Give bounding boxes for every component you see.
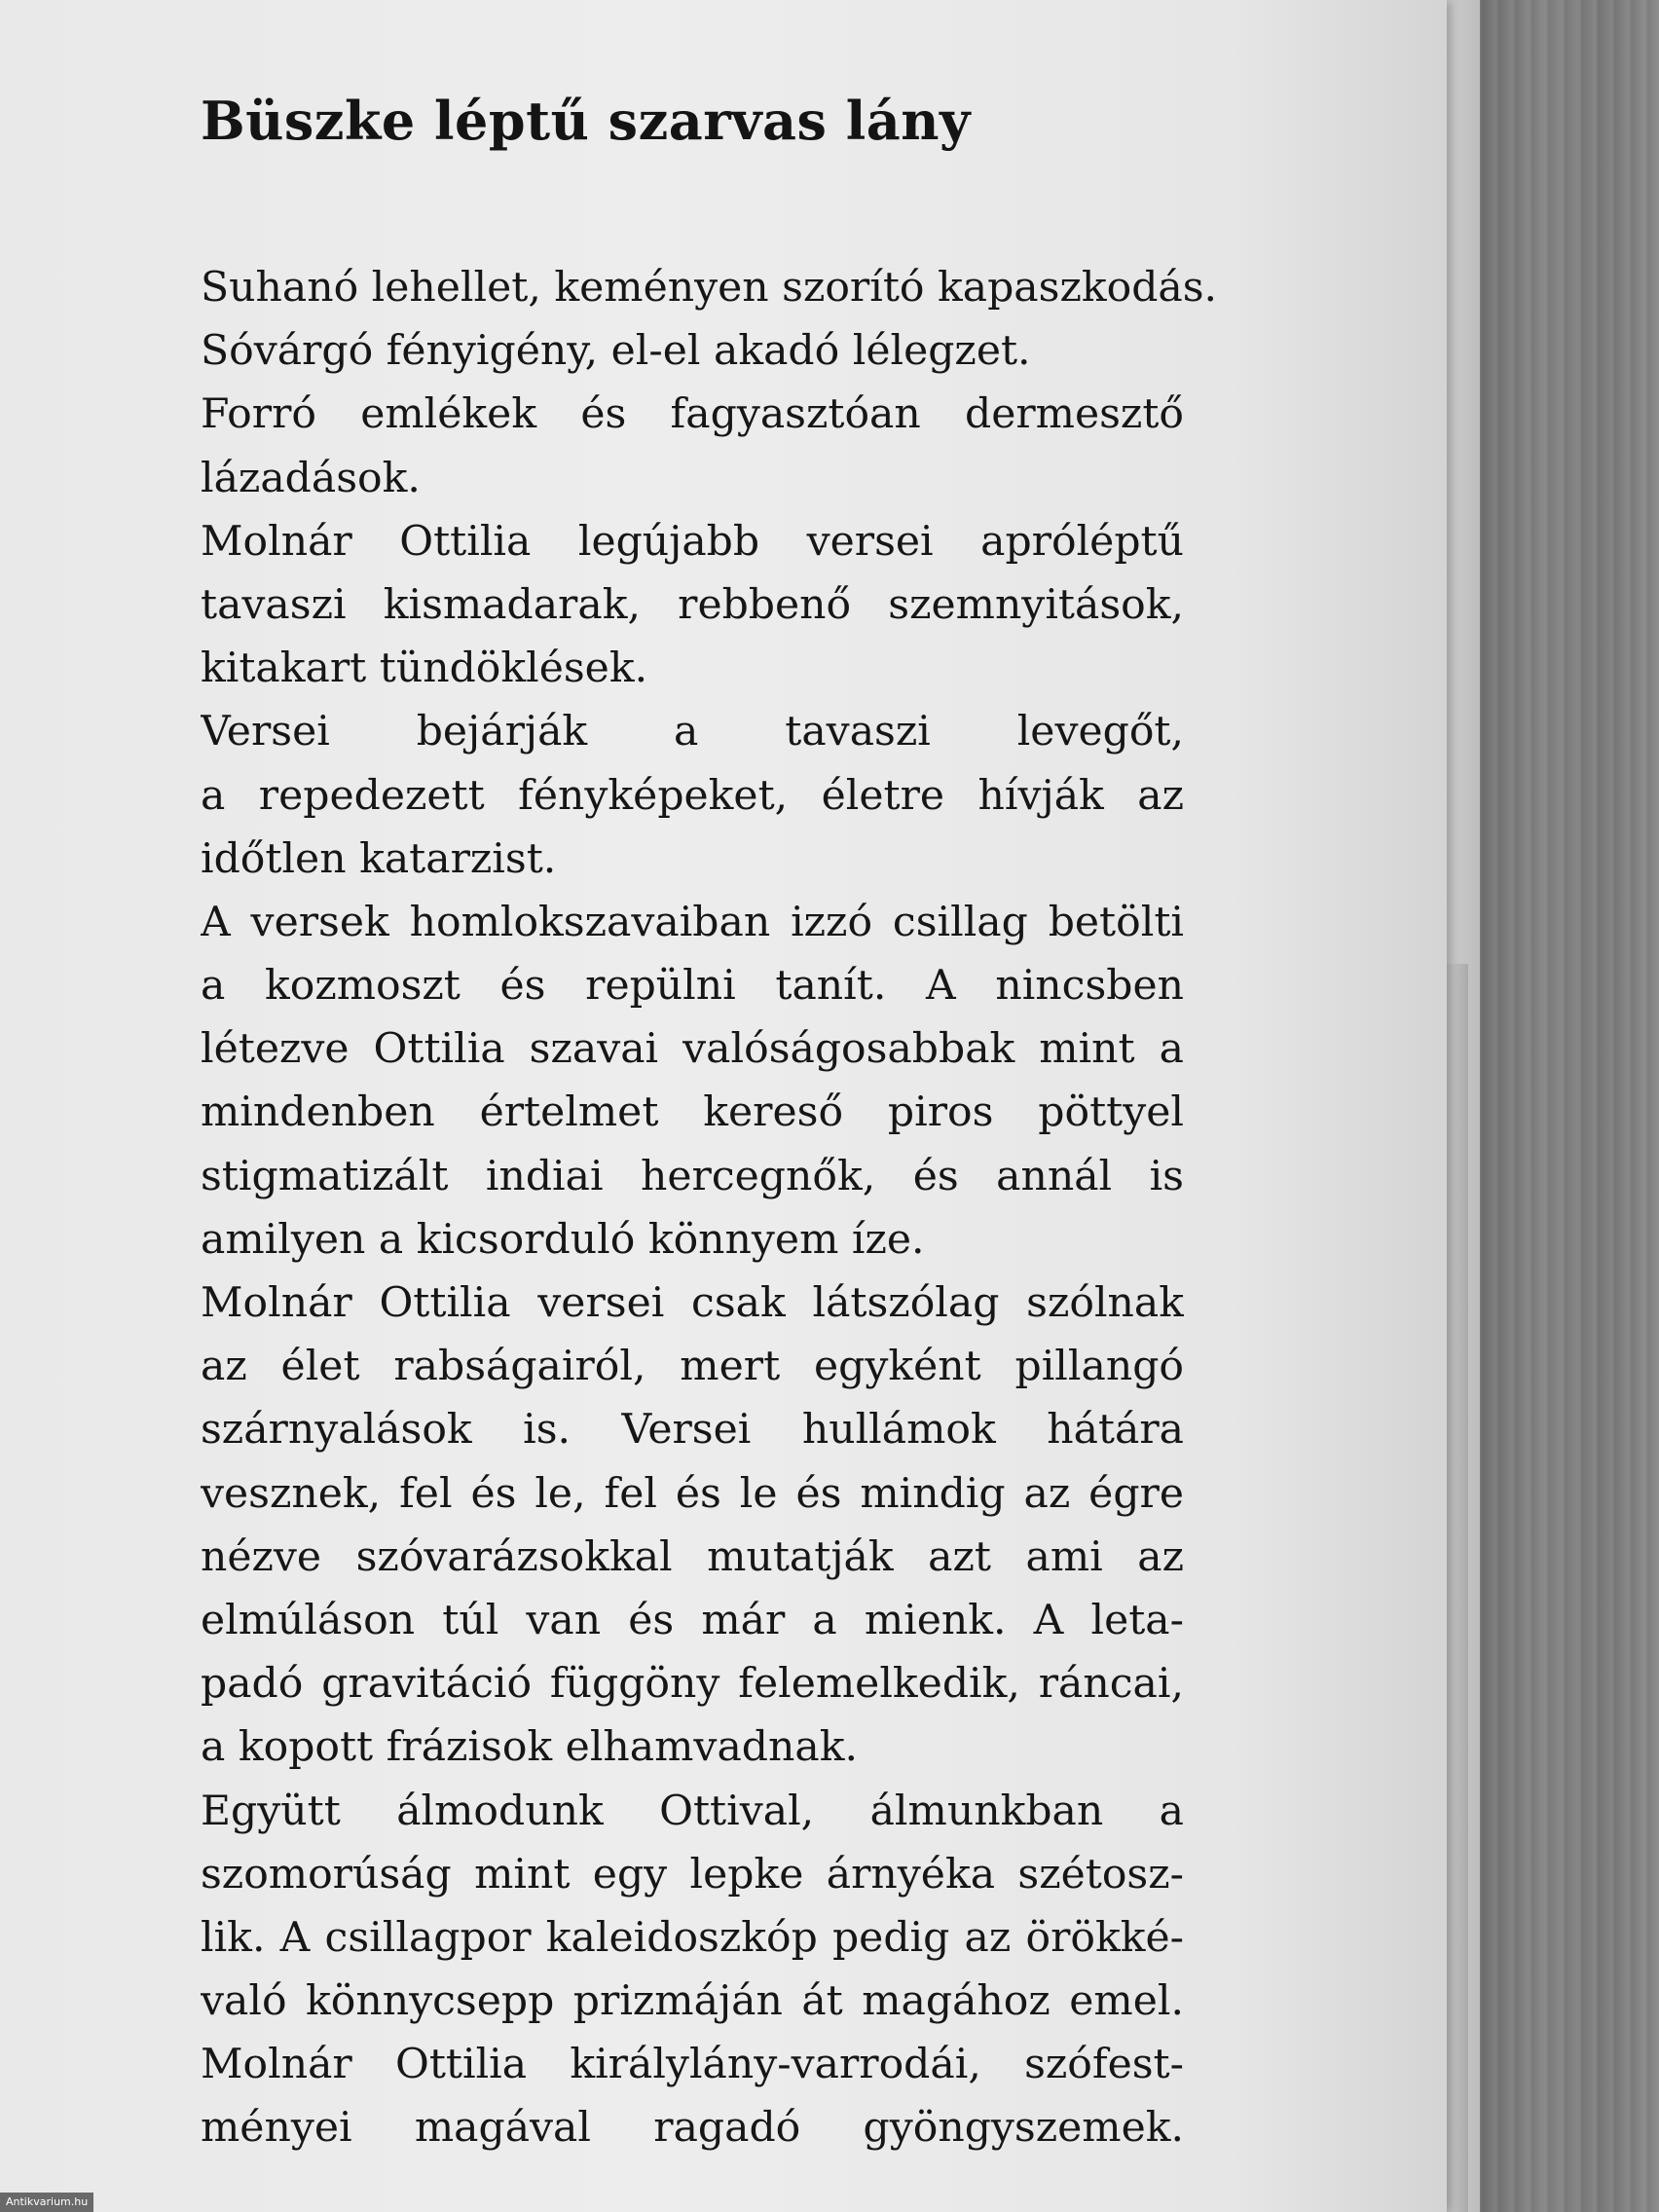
text-line: Együtt álmodunk Ottival, álmunkban a — [201, 1787, 1184, 1835]
text-line: szárnyalások is. Versei hullámok hátára — [201, 1406, 1184, 1455]
text-line: való könnycsepp prizmáján át magához emel. — [201, 1977, 1184, 2026]
text-line: Suhanó lehellet, keményen szorító kapaszkodás. — [201, 264, 1218, 312]
body-text — [201, 256, 1218, 2160]
text-line: szomorúság mint egy lepke árnyéka szétosz- — [201, 1850, 1184, 1899]
text-line: ményei magával ragadó gyöngyszemek. — [201, 2104, 1184, 2153]
text-line: Molnár Ottilia királylány-varrodái, szófest- — [201, 2041, 1184, 2089]
text-line: mindenben értelmet kereső piros pöttyel — [201, 1088, 1184, 1137]
text-line: amilyen a kicsorduló könnyem íze. — [201, 1215, 925, 1264]
text-line: az élet rabságairól, mert egyként pillangó — [201, 1343, 1184, 1391]
text-line: stigmatizált indiai hercegnők, és annál is — [201, 1152, 1184, 1200]
text-line: a kopott frázisok elhamvadnak. — [201, 1723, 858, 1772]
text-line: létezve Ottilia szavai valóságosabbak mint a — [201, 1025, 1184, 1074]
text-line: kitakart tündöklések. — [201, 645, 648, 693]
text-line: időtlen katarzist. — [201, 834, 557, 883]
wooden-surface — [1460, 0, 1659, 2212]
text-line: A versek homlokszavaiban izzó csillag betölti — [201, 898, 1184, 946]
text-line: Molnár Ottilia versei csak látszólag szólnak — [201, 1279, 1184, 1327]
text-line: a repedezett fényképeket, életre hívják az — [201, 771, 1184, 820]
text-line: elmúláson túl van és már a mienk. A leta- — [201, 1596, 1184, 1644]
text-line: a kozmoszt és repülni tanít. A nincsben — [201, 962, 1184, 1011]
text-line: Versei bejárják a tavaszi levegőt, — [201, 708, 1184, 756]
text-line: vesznek, fel és le, fel és le és mindig az égre — [201, 1469, 1184, 1518]
page-title: Büszke léptű szarvas lány — [201, 90, 971, 152]
text-line: tavaszi kismadarak, rebbenő szemnyitások, — [201, 580, 1184, 629]
text-line: Molnár Ottilia legújabb versei apróléptű — [201, 517, 1184, 566]
text-line: Forró emlékek és fagyasztóan dermesztő — [201, 390, 1184, 439]
text-line: padó gravitáció függöny felemelkedik, ráncai, — [201, 1660, 1184, 1709]
text-line: Sóvárgó fényigény, el-el akadó lélegzet. — [201, 327, 1031, 376]
text-line: lázadások. — [201, 454, 421, 502]
text-line: lik. A csillagpor kaleidoszkóp pedig az örökké- — [201, 1913, 1184, 1962]
watermark: Antikvarium.hu — [0, 2193, 93, 2212]
text-line: nézve szóvarázsokkal mutatják azt ami az — [201, 1532, 1184, 1581]
